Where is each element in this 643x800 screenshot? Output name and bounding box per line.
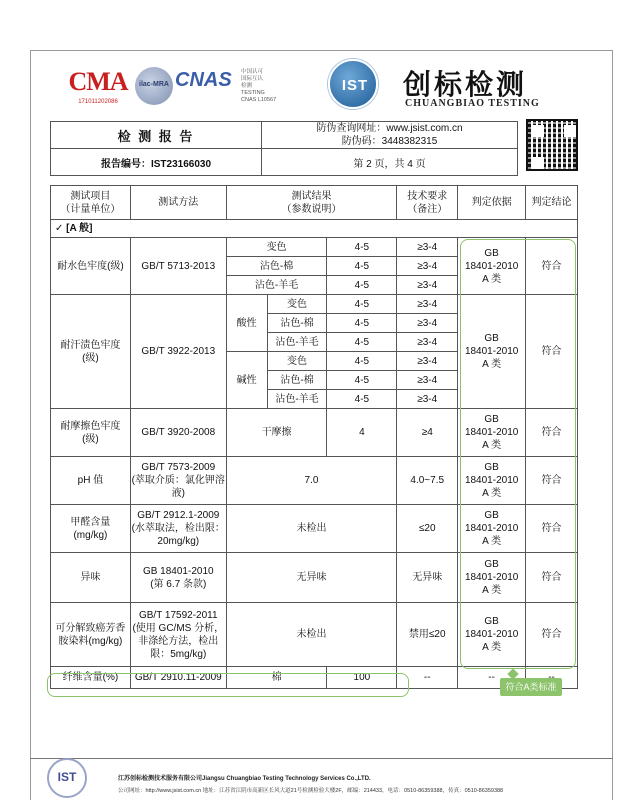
page-indicator: 第 2 页，共 4 页	[262, 149, 518, 176]
table-row: 沾色-棉 4-5 ≥3-4	[51, 371, 578, 390]
table-row: 耐汗渍色牢度 (级) GB/T 3922-2013 酸性 变色 4-5 ≥3-4 GB 18401-2010 A 类 符合	[51, 295, 578, 314]
table-row: 异味 GB 18401-2010 (第 6.7 条款) 无异味 无异味 GB 18401-2010 A 类 符合	[51, 553, 578, 603]
col-header-method: 测试方法	[130, 186, 226, 220]
table-row: 沾色-羊毛 4-5 ≥3-4	[51, 390, 578, 409]
cert-logos	[67, 63, 307, 113]
col-header-basis: 判定依据	[458, 186, 526, 220]
conformity-badge: 符合A类标准	[500, 678, 562, 696]
footer-company: 江苏创标检测技术服务有限公司Jiangsu Chuangbiao Testing Technology Services Co.,LTD.	[118, 776, 371, 782]
table-row: 纤维含量(%) GB/T 2910.11-2009 棉 100 -- --	[51, 667, 578, 689]
table-row: 沾色-棉 4-5 ≥3-4	[51, 314, 578, 333]
ist-logo: IST	[328, 59, 378, 109]
table-row: 耐摩擦色牢度 (级) GB/T 3920-2008 干摩擦 4 ≥4 GB 18401-2010 A 类 符合	[51, 409, 578, 457]
basis-cell: GB 18401-2010 A 类	[458, 295, 526, 409]
basis-cell: GB 18401-2010 A 类	[458, 553, 526, 603]
col-header-result: 测试结果 （参数说明）	[226, 186, 397, 220]
table-row: 沾色-羊毛 4-5 ≥3-4	[51, 276, 578, 295]
col-header-conclusion: 判定结论	[526, 186, 578, 220]
cnas-logo: CNAS	[175, 69, 232, 91]
brand-subtitle: CHUANGBIAO TESTING	[405, 98, 540, 109]
footer-ist-logo: IST	[47, 758, 87, 798]
anti-fake-info: 防伪查询网址：www.jsist.com.cn 防伪码：3448382315	[262, 122, 518, 149]
col-header-req: 技术要求 （备注）	[397, 186, 458, 220]
footer-contact: 公司网址：http://www.jsist.com.cn 地址：江苏省江阴市高新区长风大道21号检测检验大楼2F，邮编：214433，电话：0510-86359388，传真：0510-86359388	[118, 788, 504, 794]
basis-cell: GB 18401-2010 A 类	[458, 238, 526, 295]
table-row: 可分解致癌芳香 胺染料(mg/kg) GB/T 17592-2011 (使用 GC/MS 分析， 非涤纶方法，检出 限：5mg/kg) 未检出 禁用≤20 GB 18401-2010 A 类 符合	[51, 603, 578, 667]
basis-cell: GB 18401-2010 A 类	[458, 603, 526, 667]
report-number: 报告编号：IST23166030	[51, 149, 262, 176]
basis-cell: GB 18401-2010 A 类	[458, 457, 526, 505]
brand-title: 创标检测	[403, 68, 528, 101]
cma-logo: CMA 171011202086	[68, 67, 128, 105]
table-row: 沾色-棉 4-5 ≥3-4	[51, 257, 578, 276]
section-label: ✓ [A 般]	[51, 220, 578, 238]
report-info-table	[50, 121, 518, 176]
basis-cell: GB 18401-2010 A 类	[458, 409, 526, 457]
report-title: 检 测 报 告	[51, 122, 262, 149]
qr-code	[526, 119, 578, 171]
table-row: pH 值 GB/T 7573-2009 (萃取介质：氯化钾溶 液) 7.0 4.0~7.5 GB 18401-2010 A 类 符合	[51, 457, 578, 505]
cnas-side-text: 中国认可 国际互认 检测 TESTING CNAS L10567	[241, 69, 277, 103]
table-row: 沾色-羊毛 4-5 ≥3-4	[51, 333, 578, 352]
basis-cell: GB 18401-2010 A 类	[458, 505, 526, 553]
table-row: 碱性 变色 4-5 ≥3-4	[51, 352, 578, 371]
ilac-mra-logo: ilac-MRA	[135, 67, 173, 105]
test-results-table	[50, 185, 578, 689]
table-row: 耐水色牢度(级) GB/T 5713-2013 变色 4-5 ≥3-4 GB 18401-2010 A 类 符合	[51, 238, 578, 257]
table-row: 甲醛含量 (mg/kg) GB/T 2912.1-2009 (水萃取法，检出限： 20mg/kg) 未检出 ≤20 GB 18401-2010 A 类 符合	[51, 505, 578, 553]
footer-divider	[30, 758, 613, 759]
col-header-item: 测试项目 （计量单位）	[51, 186, 131, 220]
